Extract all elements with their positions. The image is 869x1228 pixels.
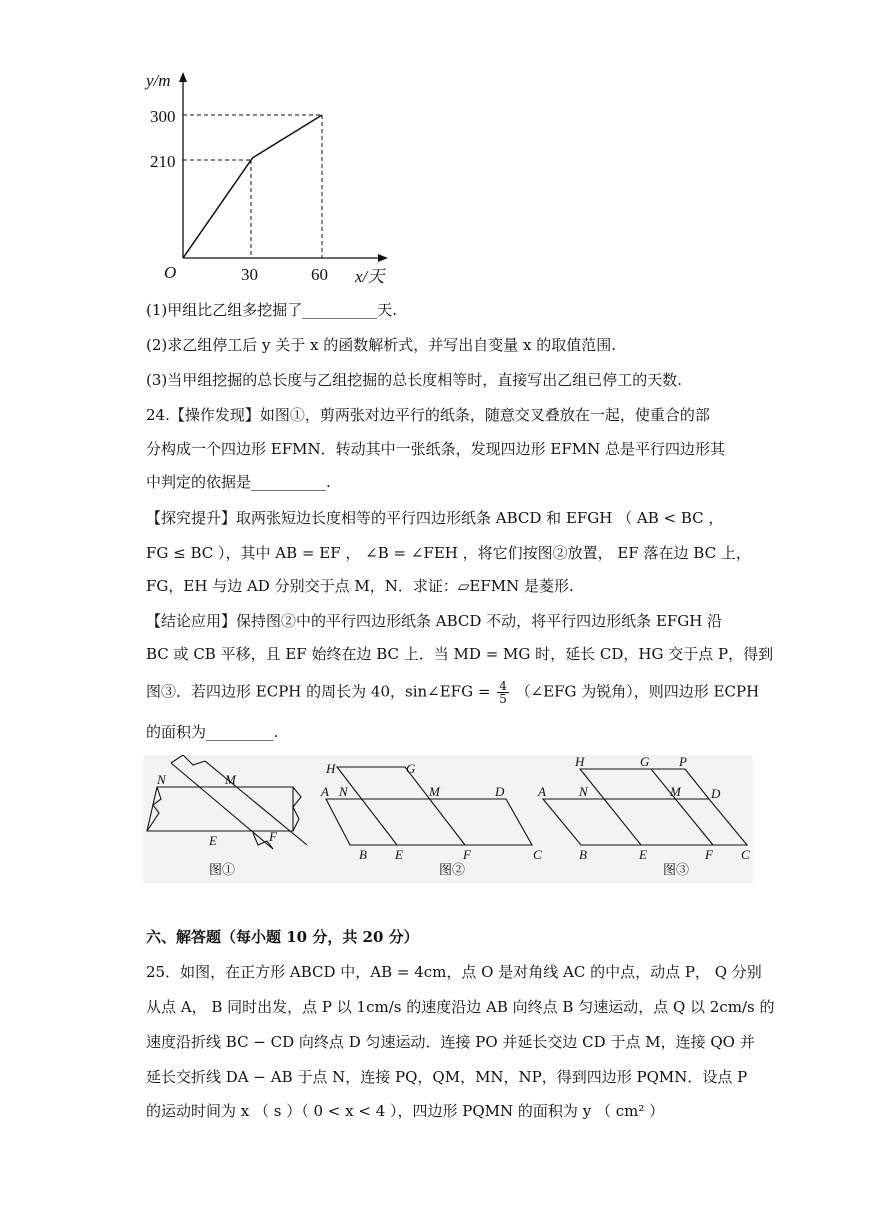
fig1-label-N: N [157,772,166,787]
q23-part3: (3)当甲组挖掘的总长度与乙组挖掘的总长度相等时，直接写出乙组已停工的天数. [146,371,683,389]
fig3-label-D: D [711,786,721,801]
q24-line5: FG ≤ BC ），其中 AB = EF ， ∠B = ∠FEH ，将它们按图②放置， EF 落在边 BC 上， [146,544,751,562]
q25-line1: 25．如图，在正方形 ABCD 中，AB = 4cm，点 O 是对角线 AC 的中点，动点 P， Q 分别 [146,963,762,981]
fig1-label-E: E [209,833,217,848]
fig3-label-N: N [579,784,588,799]
fig2-label-A: A [321,784,329,799]
q23-part1: (1)甲组比乙组多挖掘了__________天. [146,301,398,319]
fig2-label-C: C [533,847,542,862]
q24-line3: 中判定的依据是__________. [146,473,331,491]
q25-line5: 的运动时间为 x （ s ）（ 0 < x < 4 ），四边形 PQMN 的面积为 y （ cm² ） [146,1102,665,1120]
distance-time-graph [140,68,400,288]
fig3-caption: 图③ [663,862,690,877]
fig3-label-B: B [579,847,587,862]
fig3-label-H: H [575,755,585,769]
y-axis-label: y/m [146,71,171,90]
series-line [183,115,322,258]
q24-line7: 【结论应用】保持图②中的平行四边形纸条 ABCD 不动，将平行四边形纸条 EFGH 沿 [146,612,723,630]
fig2-label-E: E [395,847,403,862]
y-axis-arrow [179,72,187,82]
section-six-heading: 六、解答题（每小题 10 分，共 20 分） [146,928,419,946]
fraction-numerator: 4 [499,679,507,693]
fig3-label-G: G [640,755,650,769]
q24-line1: 24.【操作发现】如图①，剪两张对边平行的纸条，随意交叉叠放在一起，使重合的部 [146,406,710,424]
fig3-label-E: E [639,847,647,862]
q24-line9 [146,680,759,705]
fig2-label-M: M [429,784,440,799]
q25-line3: 速度沿折线 BC − CD 向终点 D 匀速运动．连接 PO 并延长交边 CD 于点 M，连接 QO 并 [146,1033,755,1051]
fig2-caption: 图② [439,862,466,877]
q25-line4: 延长交折线 DA − AB 于点 N，连接 PQ，QM，MN，NP，得到四边形 PQMN．设点 P [146,1068,748,1086]
fig3-label-C: C [741,847,750,862]
fig2-label-B: B [359,847,367,862]
y-tick-210: 210 [150,152,176,171]
q25-line2: 从点 A， B 同时出发，点 P 以 1cm/s 的速度沿边 AB 向终点 B 匀速运动，点 Q 以 2cm/s 的 [146,998,775,1016]
fraction-denominator: 5 [499,692,507,706]
fig3-label-F: F [705,847,713,862]
origin-label: O [164,263,177,282]
figures-panel [143,755,753,883]
q24-line9-part-b: （∠EFG 为锐角），则四边形 ECPH [515,682,760,701]
x-axis-arrow [378,254,388,262]
fig1-label-F: F [269,829,277,844]
q24-line10: 的面积为_________. [146,723,279,741]
x-axis-label: x/天 [355,267,385,286]
fraction-four-fifths [497,680,509,705]
fig2-label-G: G [406,761,416,776]
fig2-label-N: N [339,784,348,799]
fig2-label-H: H [326,761,336,776]
fig1-caption: 图① [209,862,236,877]
fig1-label-M: M [225,772,236,787]
fig3-label-P: P [679,755,687,769]
fig2-label-F: F [463,847,471,862]
fig3-label-M: M [670,784,681,799]
q23-part2: (2)求乙组停工后 y 关于 x 的函数解析式，并写出自变量 x 的取值范围. [146,336,617,354]
x-tick-60: 60 [311,265,328,284]
y-tick-300: 300 [150,107,176,126]
fig2-label-D: D [495,784,505,799]
q24-line8: BC 或 CB 平移，且 EF 始终在边 BC 上．当 MD = MG 时，延长 CD，HG 交于点 P，得到 [146,645,774,663]
q24-line4: 【探究提升】取两张短边长度相等的平行四边形纸条 ABCD 和 EFGH （ AB < BC ， [146,509,724,527]
fig3-label-A: A [538,784,546,799]
q24-line6: FG，EH 与边 AD 分别交于点 M，N．求证：▱EFMN 是菱形. [146,577,574,595]
q24-line2: 分构成一个四边形 EFMN．转动其中一张纸条，发现四边形 EFMN 总是平行四边形其 [146,440,725,458]
x-tick-30: 30 [241,265,258,284]
q24-line9-part-a: 图③．若四边形 ECPH 的周长为 40，sin∠EFG = [146,682,491,701]
